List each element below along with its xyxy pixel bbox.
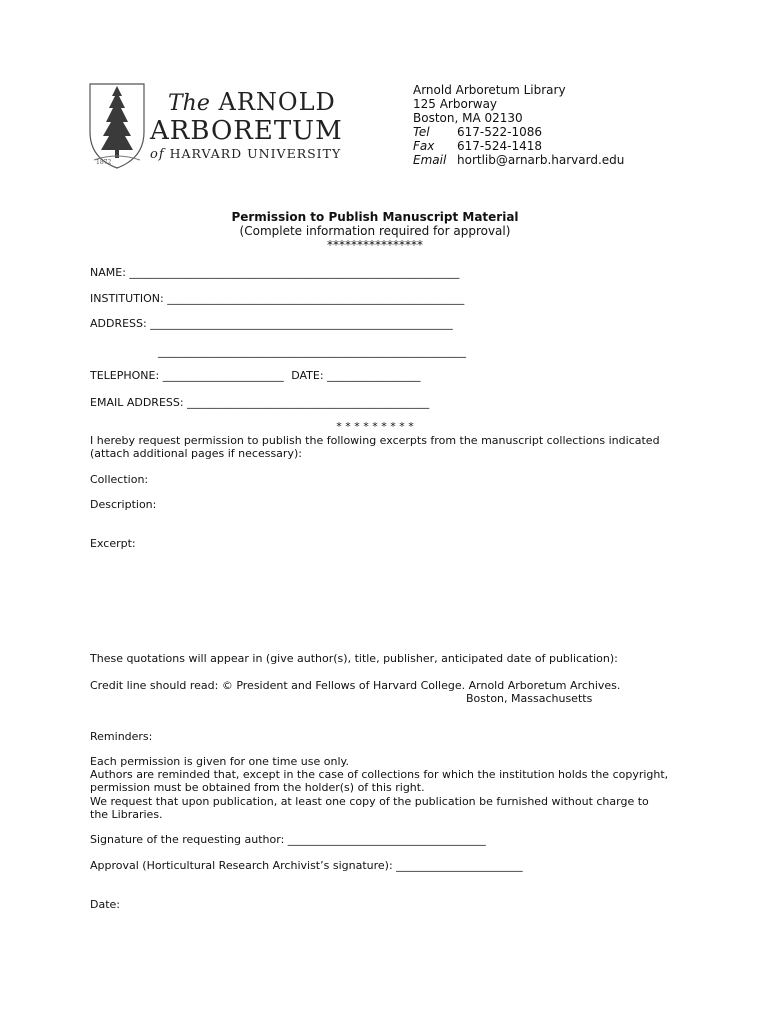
- address-label: ADDRESS:: [90, 317, 147, 330]
- telephone-field[interactable]: ______________________: [162, 369, 284, 382]
- approval-signature-label: Approval (Horticultural Research Archivist’s signature):: [90, 859, 393, 872]
- collection-label: Collection:: [90, 473, 149, 486]
- seal-tree-icon: [86, 80, 148, 170]
- logo-of: of: [150, 147, 165, 162]
- date-label-top: DATE:: [291, 369, 324, 382]
- tel-value: 617-522-1086: [457, 125, 543, 139]
- institution-label: INSTITUTION:: [90, 292, 164, 305]
- arnold-arboretum-logo: [86, 78, 356, 178]
- logo-arnold: ARNOLD: [218, 88, 336, 116]
- logo-the: The: [168, 91, 210, 116]
- form-title: Permission to Publish Manuscript Material: [231, 210, 519, 224]
- author-signature-field[interactable]: ____________________________________: [287, 833, 486, 846]
- address-field[interactable]: _______________________________________________________: [150, 317, 453, 330]
- library-email-row: [413, 153, 624, 167]
- email-address-field[interactable]: ____________________________________________: [187, 396, 430, 409]
- request-text: I hereby request permission to publish the following excerpts from the manuscript collections indicated (attach additional pages if necessary):: [90, 434, 660, 460]
- date-field-top[interactable]: _________________: [327, 369, 421, 382]
- email-address-label: EMAIL ADDRESS:: [90, 396, 184, 409]
- form-subtitle: (Complete information required for approval): [239, 224, 511, 238]
- fax-value: 617-524-1418: [457, 139, 543, 153]
- reminder-2: Authors are reminded that, except in the case of collections for which the institution holds the copyright, permission must be obtained from the holder(s) of this right.: [90, 768, 669, 794]
- library-street: 125 Arborway: [413, 97, 498, 111]
- author-signature-label: Signature of the requesting author:: [90, 833, 285, 846]
- reminders-heading: Reminders:: [90, 730, 153, 743]
- institution-field[interactable]: ______________________________________________________: [167, 292, 465, 305]
- email-value: hortlib@arnarb.harvard.edu: [457, 153, 625, 167]
- address-field-2[interactable]: ________________________________________________________: [158, 345, 466, 358]
- quotations-text: These quotations will appear in (give author(s), title, publisher, anticipated date of publication):: [90, 652, 618, 665]
- reminder-3: We request that upon publication, at least one copy of the publication be furnished without charge to the Libraries.: [90, 795, 649, 821]
- name-row: [90, 266, 459, 280]
- institution-row: [90, 292, 464, 306]
- author-signature-row: [90, 833, 486, 847]
- credit-line-1: Credit line should read: © President and Fellows of Harvard College. Arnold Arboretum Archives.: [90, 679, 621, 692]
- seal-year: 1872: [96, 159, 112, 166]
- library-name: Arnold Arboretum Library: [413, 83, 566, 97]
- form-header: [0, 210, 750, 252]
- approval-signature-field[interactable]: _______________________: [396, 859, 523, 872]
- date-label-bottom: Date:: [90, 898, 120, 911]
- logo-harvard: HARVARD UNIVERSITY: [169, 146, 342, 161]
- approval-signature-row: [90, 859, 523, 873]
- credit-line-2: Boston, Massachusetts: [466, 692, 593, 705]
- telephone-date-row: [90, 369, 421, 383]
- description-label: Description:: [90, 498, 157, 511]
- telephone-label: TELEPHONE:: [90, 369, 160, 382]
- address-row: [90, 317, 453, 331]
- library-city: Boston, MA 02130: [413, 111, 523, 125]
- title-stars: ****************: [327, 238, 423, 252]
- name-field[interactable]: ____________________________________________________________: [129, 266, 460, 279]
- tel-label: Tel: [413, 125, 430, 139]
- library-fax-row: [413, 139, 624, 153]
- library-tel-row: [413, 125, 624, 139]
- logo-arboretum: ARBORETUM: [150, 116, 343, 146]
- fax-label: Fax: [413, 139, 435, 153]
- section-divider: * * * * * * * * *: [336, 420, 414, 433]
- excerpt-label: Excerpt:: [90, 537, 136, 550]
- email-row: [90, 396, 429, 410]
- reminder-1: Each permission is given for one time use only.: [90, 755, 349, 768]
- email-label: Email: [413, 153, 447, 167]
- library-address-block: [413, 83, 624, 167]
- name-label: NAME:: [90, 266, 126, 279]
